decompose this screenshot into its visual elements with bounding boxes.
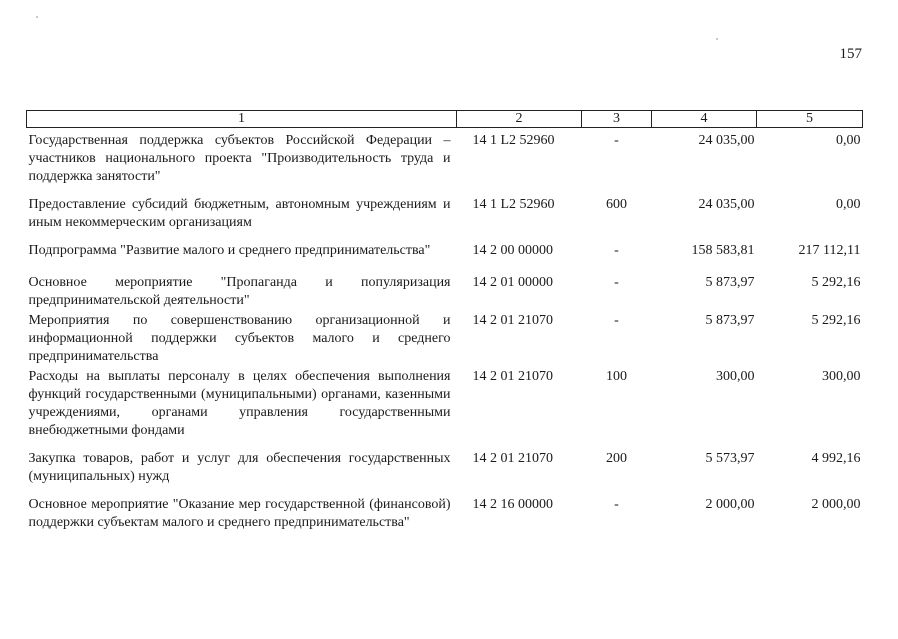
row-amount-year1: 5 873,97	[705, 313, 755, 328]
row-expense-type: -	[614, 275, 619, 290]
row-amount-year2: 0,00	[836, 197, 861, 212]
row-code: 14 2 01 21070	[472, 451, 553, 466]
table-row	[27, 274, 863, 312]
row-expense-type: -	[614, 313, 619, 328]
row-code: 14 2 00 00000	[472, 243, 553, 258]
row-amount-year1: 24 035,00	[698, 197, 755, 212]
column-header: 3	[582, 111, 652, 128]
row-amount-year1: 5 573,97	[705, 451, 755, 466]
table-row	[27, 450, 863, 496]
row-amount-year1: 24 035,00	[698, 133, 755, 148]
row-name: Мероприятия по совершенствованию организационной и информационной поддержки субъектов малого и среднего предпринимательства	[28, 313, 451, 364]
row-expense-type: -	[614, 133, 619, 148]
row-expense-type: -	[614, 243, 619, 258]
row-code: 14 1 L2 52960	[472, 133, 555, 148]
row-amount-year2: 0,00	[836, 133, 861, 148]
table-row	[27, 312, 863, 368]
row-code: 14 1 L2 52960	[472, 197, 555, 212]
row-name: Закупка товаров, работ и услуг для обеспечения государственных (муниципальных) нужд	[28, 451, 451, 484]
table-row	[27, 196, 863, 242]
table-header-row	[27, 111, 863, 128]
row-amount-year2: 5 292,16	[811, 275, 861, 290]
column-header: 1	[27, 111, 457, 128]
row-code: 14 2 01 00000	[472, 275, 553, 290]
row-amount-year1: 5 873,97	[705, 275, 755, 290]
row-amount-year1: 300,00	[716, 369, 755, 384]
column-header: 4	[652, 111, 757, 128]
row-name: Государственная поддержка субъектов Российской Федерации – участников национального проекта "Производительность труда и поддержка занятости"	[28, 133, 451, 184]
row-amount-year2: 217 112,11	[798, 243, 861, 258]
scan-speck	[716, 38, 718, 40]
row-expense-type: 600	[606, 197, 627, 212]
budget-table	[26, 110, 863, 542]
scan-speck	[36, 16, 38, 18]
row-amount-year2: 4 992,16	[811, 451, 861, 466]
row-amount-year1: 158 583,81	[691, 243, 755, 258]
row-expense-type: -	[614, 497, 619, 512]
row-amount-year2: 5 292,16	[811, 313, 861, 328]
row-amount-year1: 2 000,00	[705, 497, 755, 512]
row-expense-type: 200	[606, 451, 627, 466]
row-name: Основное мероприятие "Оказание мер государственной (финансовой) поддержки субъектам малого и среднего предпринимательства"	[28, 497, 451, 530]
row-name: Подпрограмма "Развитие малого и среднего предпринимательства"	[28, 243, 431, 258]
row-code: 14 2 16 00000	[472, 497, 553, 512]
column-header: 5	[757, 111, 863, 128]
page-number: 157	[839, 46, 862, 62]
row-code: 14 2 01 21070	[472, 369, 553, 384]
table-row	[27, 128, 863, 197]
row-name: Предоставление субсидий бюджетным, автономным учреждениям и иным некоммерческим организациям	[28, 197, 451, 230]
row-amount-year2: 2 000,00	[811, 497, 861, 512]
table-row	[27, 496, 863, 542]
row-code: 14 2 01 21070	[472, 313, 553, 328]
table-row	[27, 368, 863, 450]
row-amount-year2: 300,00	[822, 369, 861, 384]
row-expense-type: 100	[606, 369, 627, 384]
table-row	[27, 242, 863, 274]
row-name: Основное мероприятие "Пропаганда и популяризация предпринимательской деятельности"	[28, 275, 451, 308]
column-header: 2	[457, 111, 582, 128]
row-name: Расходы на выплаты персоналу в целях обеспечения выполнения функций государственными (муниципальными) органами, казенными учреждениями, органами управления государственными внебюджетными фондами	[28, 369, 451, 438]
